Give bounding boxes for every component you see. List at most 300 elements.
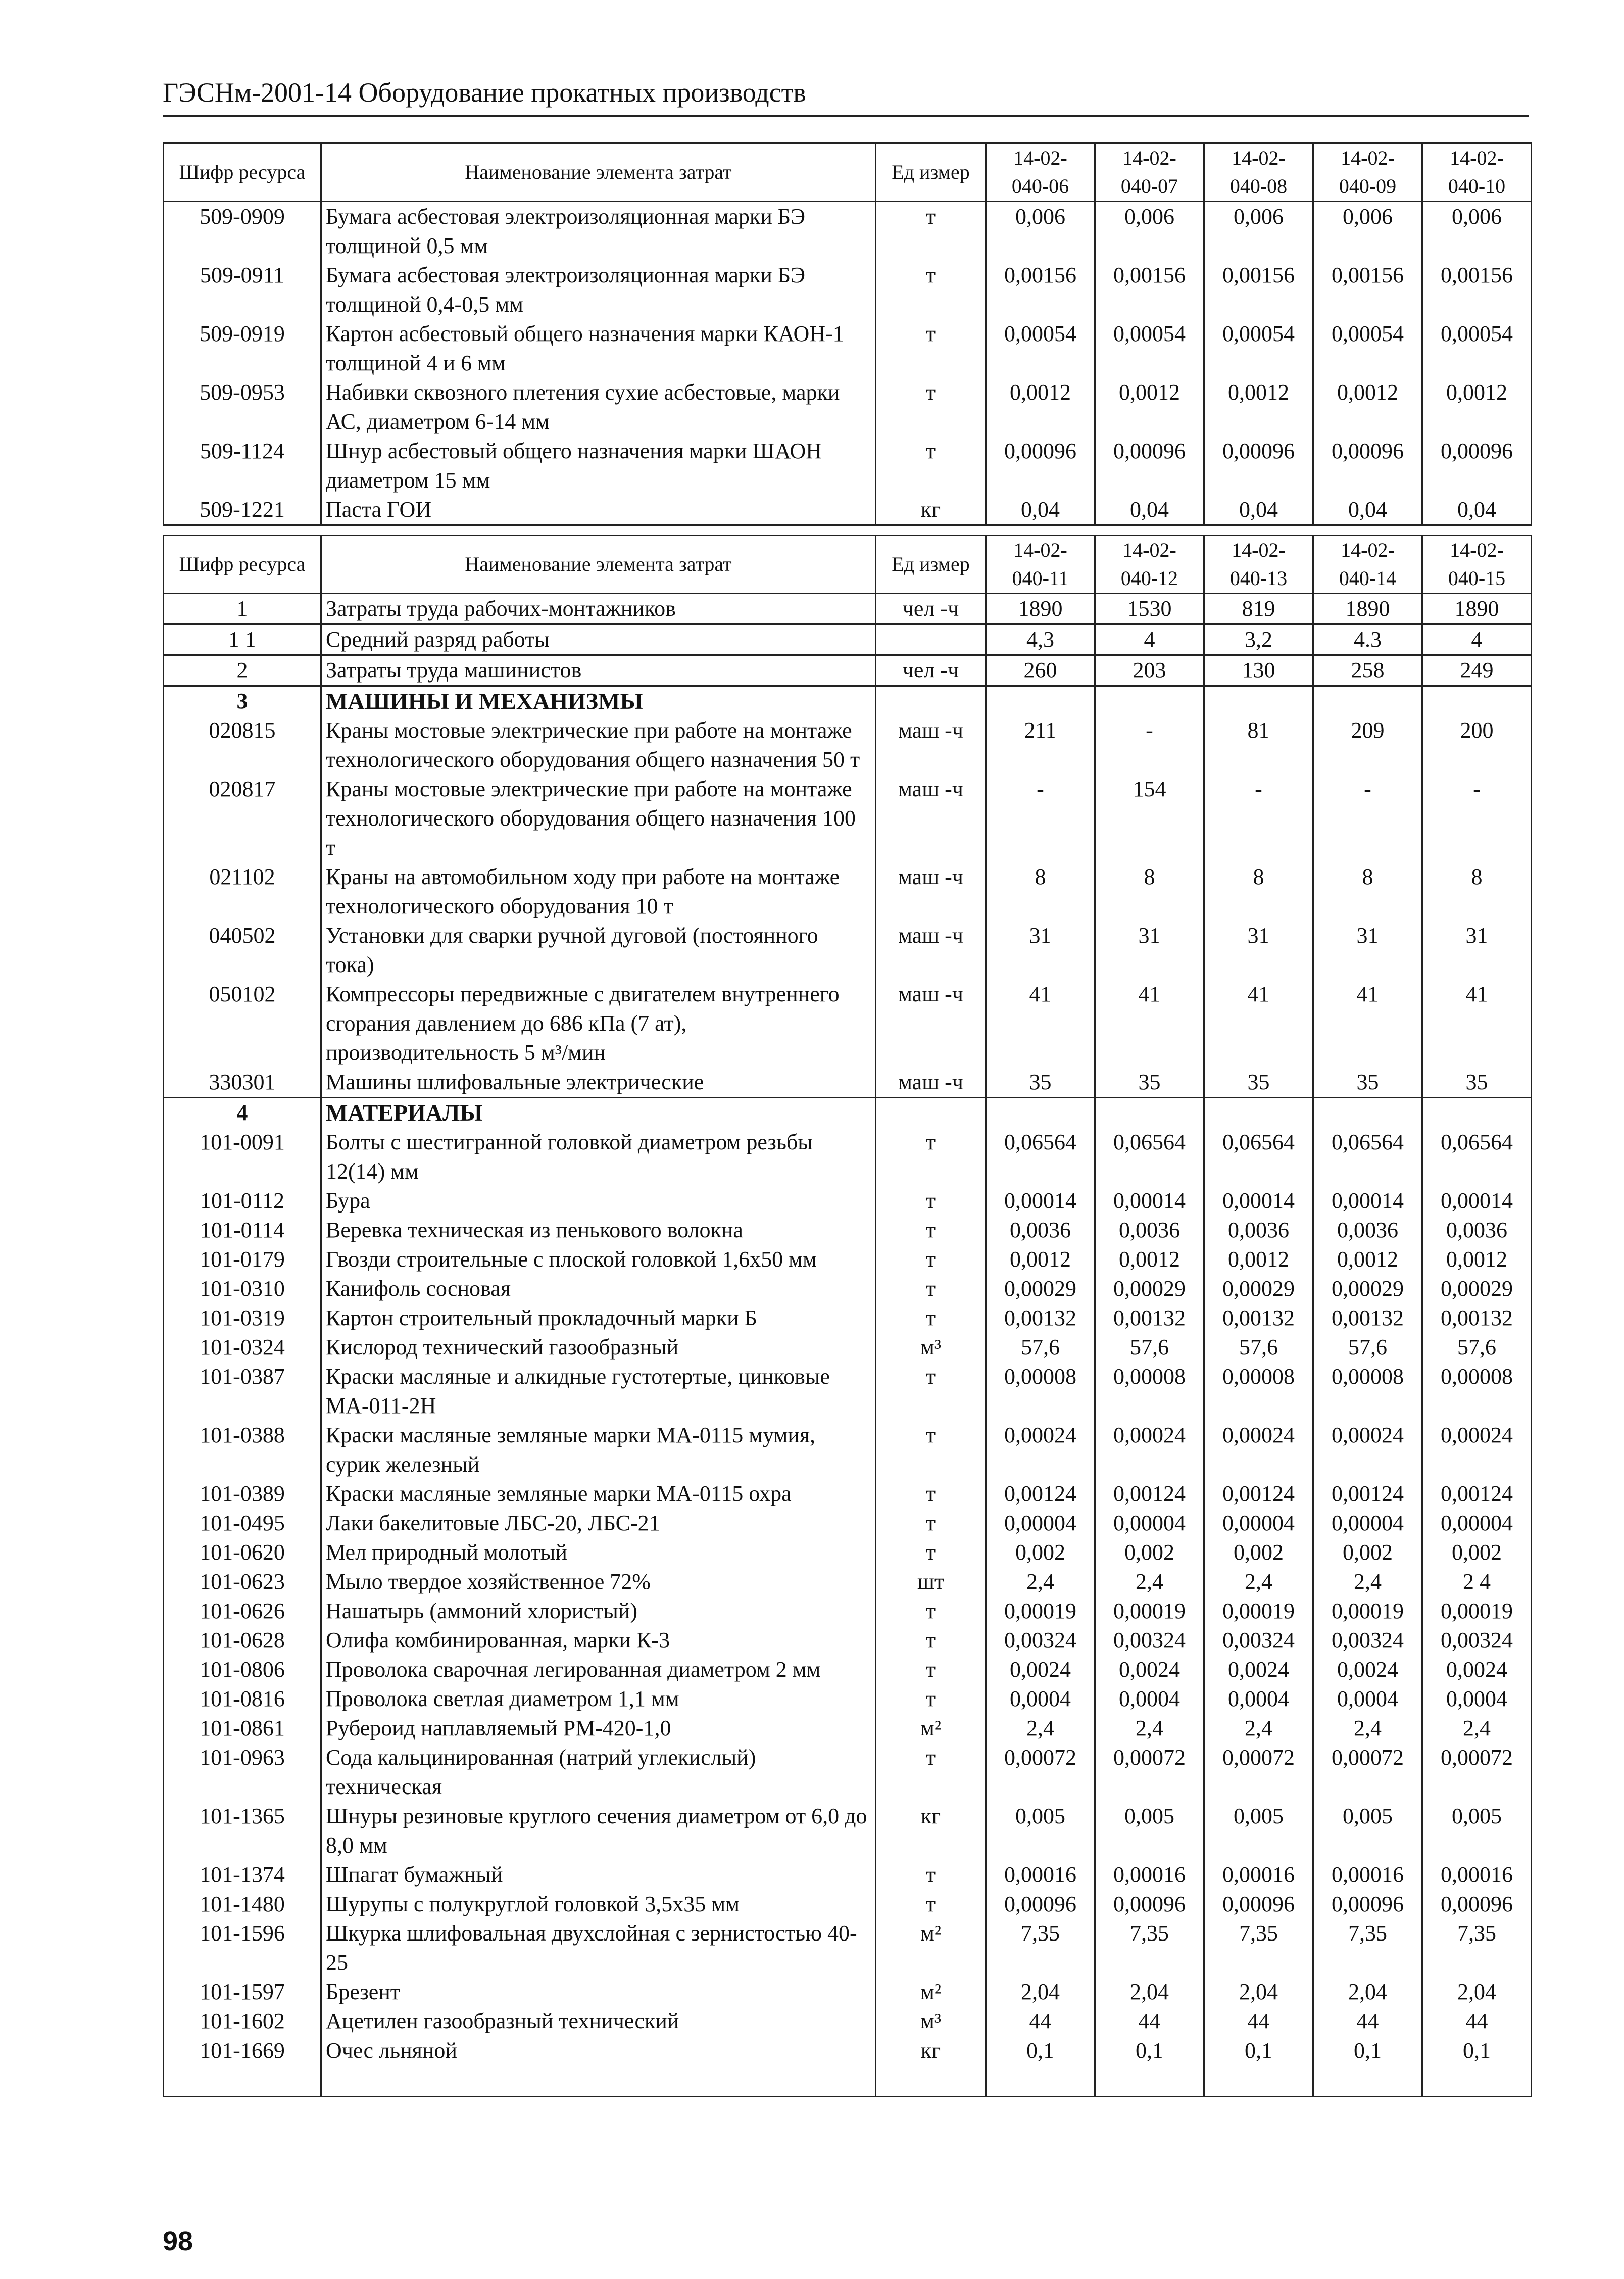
cost-element-name-cell: Бумага асбестовая электроизоляционная марки БЭ толщиной 0,5 мм — [321, 202, 876, 261]
norm-value-cell: 2,04 — [986, 1977, 1095, 2007]
norm-value-cell: 4.3 — [1313, 624, 1422, 655]
norm-value-cell: 0,00124 — [1313, 1479, 1422, 1509]
norm-value-cell — [1204, 1098, 1313, 1128]
norm-value-cell: 0,0024 — [1422, 1655, 1532, 1684]
column-header: 14-02- 040-09 — [1313, 143, 1422, 202]
norm-value-cell: 0,06564 — [1313, 1128, 1422, 1186]
unit-cell: маш -ч — [876, 980, 986, 1068]
norm-value-cell: 0,0036 — [1313, 1216, 1422, 1245]
norm-value-cell: 0,00124 — [1422, 1479, 1532, 1509]
norm-value-cell: 0,00132 — [986, 1303, 1095, 1333]
cost-element-name-cell: Паста ГОИ — [321, 495, 876, 525]
cost-element-name-cell: Затраты труда машинистов — [321, 655, 876, 686]
page-header-title: ГЭСНм-2001-14 Оборудование прокатных производств — [163, 77, 806, 108]
norm-value-cell: 0,0004 — [986, 1684, 1095, 1714]
column-header: 14-02- 040-07 — [1095, 143, 1204, 202]
resource-code-cell: 509-0909 — [164, 202, 321, 261]
table-row — [164, 1274, 1532, 1303]
cost-element-name-cell: Шурупы с полукруглой головкой 3,5х35 мм — [321, 1889, 876, 1919]
header-divider — [163, 115, 1529, 117]
unit-cell: маш -ч — [876, 716, 986, 774]
norm-value-cell: 0,0004 — [1422, 1684, 1532, 1714]
section-row — [164, 1098, 1532, 1128]
resource-code-cell: 101-1669 — [164, 2036, 321, 2065]
unit-cell: т — [876, 1362, 986, 1421]
resource-code-cell: 101-1480 — [164, 1889, 321, 1919]
norm-value-cell: 57,6 — [1313, 1333, 1422, 1362]
norm-value-cell: 41 — [1095, 980, 1204, 1068]
norm-value-cell — [1204, 686, 1313, 716]
norm-value-cell: 7,35 — [1204, 1919, 1313, 1977]
norm-value-cell: 1530 — [1095, 594, 1204, 624]
norm-value-cell: 0,00054 — [1313, 319, 1422, 378]
norm-value-cell: 0,00132 — [1422, 1303, 1532, 1333]
norm-value-cell: 0,0004 — [1095, 1684, 1204, 1714]
table-row — [164, 495, 1532, 525]
norm-value-cell: 0,0004 — [1313, 1684, 1422, 1714]
cost-element-name-cell: Лаки бакелитовые ЛБС-20, ЛБС-21 — [321, 1509, 876, 1538]
norm-value-cell: 8 — [1422, 862, 1532, 921]
norm-value-cell: 0,00014 — [986, 1186, 1095, 1216]
resource-table-top — [163, 142, 1532, 526]
cost-element-name-cell: Мыло твердое хозяйственное 72% — [321, 1567, 876, 1596]
norm-value-cell — [986, 1098, 1095, 1128]
norm-value-cell: 0,04 — [1313, 495, 1422, 525]
unit-cell: кг — [876, 2036, 986, 2065]
resource-code-cell: 101-0816 — [164, 1684, 321, 1714]
table-row — [164, 437, 1532, 495]
unit-cell: т — [876, 1860, 986, 1889]
resource-code-cell: 101-0623 — [164, 1567, 321, 1596]
resource-code-cell: 3 — [164, 686, 321, 716]
table-row — [164, 1684, 1532, 1714]
table-row — [164, 921, 1532, 980]
norm-value-cell: 0,00019 — [1204, 1596, 1313, 1626]
empty-cell — [1422, 2065, 1532, 2097]
cost-element-name-cell: Гвозди строительные с плоской головкой 1,6х50 мм — [321, 1245, 876, 1274]
norm-value-cell: 0,00029 — [1204, 1274, 1313, 1303]
unit-cell: чел -ч — [876, 594, 986, 624]
norm-value-cell: 2,4 — [1313, 1714, 1422, 1743]
empty-cell — [321, 2065, 876, 2097]
norm-value-cell: 2,4 — [1095, 1714, 1204, 1743]
norm-value-cell: 0,00132 — [1313, 1303, 1422, 1333]
resource-code-cell: 101-0626 — [164, 1596, 321, 1626]
norm-value-cell: 0,00019 — [1422, 1596, 1532, 1626]
norm-value-cell: 35 — [986, 1068, 1095, 1098]
unit-cell: м³ — [876, 1333, 986, 1362]
norm-value-cell: 1890 — [1313, 594, 1422, 624]
norm-value-cell: 0,0012 — [1095, 1245, 1204, 1274]
unit-cell: м² — [876, 1714, 986, 1743]
norm-value-cell: 2,4 — [1422, 1714, 1532, 1743]
norm-value-cell: - — [1095, 716, 1204, 774]
unit-cell: т — [876, 1245, 986, 1274]
table-row — [164, 624, 1532, 655]
table-row — [164, 1626, 1532, 1655]
norm-value-cell: 2,4 — [986, 1714, 1095, 1743]
empty-cell — [1313, 2065, 1422, 2097]
norm-value-cell: 0,0004 — [1204, 1684, 1313, 1714]
resource-code-cell: 101-0388 — [164, 1421, 321, 1479]
norm-value-cell: 0,00156 — [986, 261, 1095, 319]
cost-element-name-cell: Краны мостовые электрические при работе на монтаже технологического оборудования общего назначения 100 т — [321, 774, 876, 862]
norm-value-cell: 44 — [1422, 2007, 1532, 2036]
resource-code-cell: 050102 — [164, 980, 321, 1068]
norm-value-cell: 0,0012 — [1204, 378, 1313, 437]
unit-cell: т — [876, 319, 986, 378]
norm-value-cell: 0,00072 — [1095, 1743, 1204, 1802]
norm-value-cell: 31 — [1422, 921, 1532, 980]
norm-value-cell: 7,35 — [1313, 1919, 1422, 1977]
resource-code-cell: 101-0963 — [164, 1743, 321, 1802]
resource-code-cell: 101-0114 — [164, 1216, 321, 1245]
norm-value-cell: 2,4 — [1313, 1567, 1422, 1596]
norm-value-cell: 0,00019 — [1313, 1596, 1422, 1626]
unit-cell: т — [876, 1655, 986, 1684]
norm-value-cell: 44 — [1095, 2007, 1204, 2036]
unit-cell: т — [876, 1538, 986, 1567]
norm-value-cell: 0,00156 — [1095, 261, 1204, 319]
resource-code-cell: 4 — [164, 1098, 321, 1128]
resource-code-cell: 101-0179 — [164, 1245, 321, 1274]
table-row — [164, 1303, 1532, 1333]
norm-value-cell: 203 — [1095, 655, 1204, 686]
norm-value-cell: 0,00008 — [1095, 1362, 1204, 1421]
norm-value-cell: 0,00072 — [1422, 1743, 1532, 1802]
norm-value-cell: 0,00029 — [1095, 1274, 1204, 1303]
norm-value-cell: 0,00324 — [1422, 1626, 1532, 1655]
norm-value-cell: 0,00014 — [1422, 1186, 1532, 1216]
norm-value-cell: 2,04 — [1422, 1977, 1532, 2007]
cost-element-name-cell: Краны на автомобильном ходу при работе на монтаже технологического оборудования 10 т — [321, 862, 876, 921]
table-row — [164, 1479, 1532, 1509]
norm-value-cell: 1890 — [1422, 594, 1532, 624]
cost-element-name-cell: Краски масляные земляные марки МА-0115 охра — [321, 1479, 876, 1509]
norm-value-cell: 0,0036 — [1422, 1216, 1532, 1245]
norm-value-cell: 0,00024 — [1313, 1421, 1422, 1479]
cost-element-name-cell: Набивки сквозного плетения сухие асбестовые, марки АС, диаметром 6-14 мм — [321, 378, 876, 437]
cost-element-name-cell: Очес льняной — [321, 2036, 876, 2065]
norm-value-cell: 0,0036 — [1204, 1216, 1313, 1245]
table-row — [164, 1919, 1532, 1977]
norm-value-cell: 0,0012 — [1422, 1245, 1532, 1274]
norm-value-cell: 0,006 — [1313, 202, 1422, 261]
resource-code-cell: 101-0495 — [164, 1509, 321, 1538]
norm-value-cell: 0,002 — [1204, 1538, 1313, 1567]
norm-value-cell: 7,35 — [1422, 1919, 1532, 1977]
norm-value-cell: 2,04 — [1095, 1977, 1204, 2007]
resource-code-cell: 101-0112 — [164, 1186, 321, 1216]
norm-value-cell: 0,1 — [1313, 2036, 1422, 2065]
norm-value-cell: 8 — [1095, 862, 1204, 921]
norm-value-cell: 3,2 — [1204, 624, 1313, 655]
unit-cell: т — [876, 1509, 986, 1538]
resource-code-cell: 2 — [164, 655, 321, 686]
cost-element-name-cell: Средний разряд работы — [321, 624, 876, 655]
table-row — [164, 1743, 1532, 1802]
norm-value-cell: 0,00096 — [1095, 437, 1204, 495]
norm-value-cell: 0,00004 — [986, 1509, 1095, 1538]
norm-value-cell: 1890 — [986, 594, 1095, 624]
norm-value-cell: 0,1 — [1095, 2036, 1204, 2065]
empty-cell — [876, 2065, 986, 2097]
norm-value-cell: 0,006 — [1095, 202, 1204, 261]
norm-value-cell: 0,00004 — [1422, 1509, 1532, 1538]
norm-value-cell: 2,04 — [1204, 1977, 1313, 2007]
column-header: 14-02- 040-06 — [986, 143, 1095, 202]
norm-value-cell: 0,04 — [1204, 495, 1313, 525]
norm-value-cell: 35 — [1095, 1068, 1204, 1098]
cost-element-name-cell: Установки для сварки ручной дуговой (постоянного тока) — [321, 921, 876, 980]
norm-value-cell: 0,00124 — [986, 1479, 1095, 1509]
resource-code-cell: 509-1221 — [164, 495, 321, 525]
norm-value-cell: 35 — [1313, 1068, 1422, 1098]
resource-code-cell: 021102 — [164, 862, 321, 921]
resource-code-cell: 101-0091 — [164, 1128, 321, 1186]
norm-value-cell: 0,0012 — [1095, 378, 1204, 437]
page-number: 98 — [163, 2226, 193, 2256]
norm-value-cell: 0,002 — [1422, 1538, 1532, 1567]
norm-value-cell: 0,00014 — [1204, 1186, 1313, 1216]
norm-value-cell: 0,1 — [1204, 2036, 1313, 2065]
resource-code-cell: 101-0861 — [164, 1714, 321, 1743]
norm-value-cell: 0,00324 — [1204, 1626, 1313, 1655]
norm-value-cell: 41 — [1422, 980, 1532, 1068]
norm-value-cell: 0,00024 — [986, 1421, 1095, 1479]
norm-value-cell: 211 — [986, 716, 1095, 774]
norm-value-cell: 44 — [1313, 2007, 1422, 2036]
norm-value-cell: 2,4 — [986, 1567, 1095, 1596]
norm-value-cell: 200 — [1422, 716, 1532, 774]
norm-value-cell: 8 — [986, 862, 1095, 921]
cost-element-name-cell: Шнур асбестовый общего назначения марки ШАОН диаметром 15 мм — [321, 437, 876, 495]
norm-value-cell: 819 — [1204, 594, 1313, 624]
unit-cell: кг — [876, 1802, 986, 1860]
norm-value-cell: 0,00024 — [1204, 1421, 1313, 1479]
norm-value-cell: 0,00024 — [1095, 1421, 1204, 1479]
norm-value-cell: 0,00054 — [1422, 319, 1532, 378]
norm-value-cell: 31 — [1204, 921, 1313, 980]
norm-value-cell: 0,00008 — [1313, 1362, 1422, 1421]
table-row — [164, 261, 1532, 319]
column-header: Наименование элемента затрат — [321, 536, 876, 594]
norm-value-cell: 0,005 — [1422, 1802, 1532, 1860]
resource-code-cell: 509-0911 — [164, 261, 321, 319]
cost-element-name-cell: Шпагат бумажный — [321, 1860, 876, 1889]
cost-element-name-cell: Бумага асбестовая электроизоляционная марки БЭ толщиной 0,4-0,5 мм — [321, 261, 876, 319]
cost-element-name-cell: Краски масляные и алкидные густотертые, цинковые МА-011-2Н — [321, 1362, 876, 1421]
norm-value-cell: 0,00324 — [1313, 1626, 1422, 1655]
cost-element-name-cell: Компрессоры передвижные с двигателем внутреннего сгорания давлением до 686 кПа (7 ат), производительность 5 м³/мин — [321, 980, 876, 1068]
column-header: 14-02- 040-08 — [1204, 143, 1313, 202]
norm-value-cell: 31 — [1313, 921, 1422, 980]
table-row — [164, 1421, 1532, 1479]
cost-element-name-cell: Машины шлифовальные электрические — [321, 1068, 876, 1098]
resource-code-cell: 101-0628 — [164, 1626, 321, 1655]
resource-code-cell: 1 — [164, 594, 321, 624]
norm-value-cell: 0,00324 — [1095, 1626, 1204, 1655]
norm-value-cell: 0,06564 — [1204, 1128, 1313, 1186]
unit-cell: чел -ч — [876, 655, 986, 686]
cost-element-name-cell: Веревка техническая из пенькового волокна — [321, 1216, 876, 1245]
table-row — [164, 202, 1532, 261]
norm-value-cell: 0,00096 — [1204, 1889, 1313, 1919]
table-row — [164, 1509, 1532, 1538]
unit-cell: т — [876, 1684, 986, 1714]
resource-code-cell: 330301 — [164, 1068, 321, 1098]
norm-value-cell: 0,00072 — [1313, 1743, 1422, 1802]
norm-value-cell — [1422, 686, 1532, 716]
table-row — [164, 2007, 1532, 2036]
norm-value-cell: 0,00156 — [1313, 261, 1422, 319]
column-header: 14-02- 040-15 — [1422, 536, 1532, 594]
norm-value-cell: 57,6 — [1422, 1333, 1532, 1362]
unit-cell — [876, 1098, 986, 1128]
column-header: 14-02- 040-14 — [1313, 536, 1422, 594]
norm-value-cell: 0,00008 — [986, 1362, 1095, 1421]
norm-value-cell: 0,06564 — [1422, 1128, 1532, 1186]
norm-value-cell: 0,0012 — [986, 1245, 1095, 1274]
column-header: Наименование элемента затрат — [321, 143, 876, 202]
cost-element-name-cell: Рубероид наплавляемый РМ-420-1,0 — [321, 1714, 876, 1743]
norm-value-cell: 41 — [1204, 980, 1313, 1068]
table-row — [164, 2036, 1532, 2065]
table-row — [164, 862, 1532, 921]
norm-value-cell: 0,005 — [1095, 1802, 1204, 1860]
norm-value-cell: 0,0024 — [1095, 1655, 1204, 1684]
norm-value-cell: 0,1 — [986, 2036, 1095, 2065]
norm-value-cell: 0,00004 — [1313, 1509, 1422, 1538]
norm-value-cell: 0,0024 — [1204, 1655, 1313, 1684]
cost-element-name-cell: Сода кальцинированная (натрий углекислый) техническая — [321, 1743, 876, 1802]
cost-element-name-cell: Картон строительный прокладочный марки Б — [321, 1303, 876, 1333]
norm-value-cell: 0,002 — [1313, 1538, 1422, 1567]
column-header: 14-02- 040-13 — [1204, 536, 1313, 594]
resource-code-cell: 509-1124 — [164, 437, 321, 495]
cost-element-name-cell: Проволока светлая диаметром 1,1 мм — [321, 1684, 876, 1714]
cost-element-name-cell: Шнуры резиновые круглого сечения диаметром от 6,0 до 8,0 мм — [321, 1802, 876, 1860]
norm-value-cell: 0,00014 — [1095, 1186, 1204, 1216]
norm-value-cell: 0,00029 — [986, 1274, 1095, 1303]
unit-cell: т — [876, 202, 986, 261]
unit-cell: м² — [876, 1919, 986, 1977]
norm-value-cell: 0,005 — [1313, 1802, 1422, 1860]
norm-value-cell: 0,006 — [1422, 202, 1532, 261]
table-row — [164, 1333, 1532, 1362]
norm-value-cell — [1095, 686, 1204, 716]
column-header: Шифр ресурса — [164, 143, 321, 202]
unit-cell: т — [876, 1479, 986, 1509]
norm-value-cell: 31 — [1095, 921, 1204, 980]
norm-value-cell: 154 — [1095, 774, 1204, 862]
norm-value-cell: 0,005 — [1204, 1802, 1313, 1860]
unit-cell: т — [876, 1889, 986, 1919]
column-header: Шифр ресурса — [164, 536, 321, 594]
norm-value-cell: 2,4 — [1095, 1567, 1204, 1596]
cost-element-name-cell: Олифа комбинированная, марки К-3 — [321, 1626, 876, 1655]
unit-cell: т — [876, 1128, 986, 1186]
resource-code-cell: 509-0953 — [164, 378, 321, 437]
norm-value-cell — [1313, 686, 1422, 716]
norm-value-cell: 0,00016 — [986, 1860, 1095, 1889]
table-row — [164, 1538, 1532, 1567]
resource-code-cell: 101-0319 — [164, 1303, 321, 1333]
unit-cell: т — [876, 1216, 986, 1245]
norm-value-cell: 0,06564 — [986, 1128, 1095, 1186]
norm-value-cell — [1422, 1098, 1532, 1128]
unit-cell: т — [876, 1421, 986, 1479]
unit-cell — [876, 686, 986, 716]
table-row — [164, 716, 1532, 774]
cost-element-name-cell: Краски масляные земляные марки МА-0115 мумия, сурик железный — [321, 1421, 876, 1479]
table-row — [164, 1128, 1532, 1186]
norm-value-cell: 44 — [1204, 2007, 1313, 2036]
norm-value-cell: 0,00016 — [1422, 1860, 1532, 1889]
norm-value-cell: 0,00132 — [1204, 1303, 1313, 1333]
table-row — [164, 774, 1532, 862]
norm-value-cell: 0,00096 — [1204, 437, 1313, 495]
norm-value-cell: 0,00016 — [1204, 1860, 1313, 1889]
norm-value-cell: 41 — [1313, 980, 1422, 1068]
norm-value-cell: 41 — [986, 980, 1095, 1068]
table-row — [164, 319, 1532, 378]
norm-value-cell: - — [1313, 774, 1422, 862]
norm-value-cell — [1313, 1098, 1422, 1128]
table-row — [164, 1889, 1532, 1919]
section-row — [164, 686, 1532, 716]
table-row — [164, 1245, 1532, 1274]
unit-cell: кг — [876, 495, 986, 525]
norm-value-cell: 0,00014 — [1313, 1186, 1422, 1216]
resource-code-cell: 101-1374 — [164, 1860, 321, 1889]
resource-code-cell: 1 1 — [164, 624, 321, 655]
table-row — [164, 1977, 1532, 2007]
norm-value-cell: 0,0024 — [1313, 1655, 1422, 1684]
cost-element-name-cell: Краны мостовые электрические при работе на монтаже технологического оборудования общего назначения 50 т — [321, 716, 876, 774]
norm-value-cell: 0,06564 — [1095, 1128, 1204, 1186]
table-row — [164, 1802, 1532, 1860]
cost-element-name-cell: Болты с шестигранной головкой диаметром резьбы 12(14) мм — [321, 1128, 876, 1186]
norm-value-cell: 31 — [986, 921, 1095, 980]
cost-element-name-cell: МАТЕРИАЛЫ — [321, 1098, 876, 1128]
norm-value-cell: 0,00054 — [1204, 319, 1313, 378]
norm-value-cell: 0,00008 — [1204, 1362, 1313, 1421]
unit-cell: т — [876, 378, 986, 437]
resource-code-cell: 101-1602 — [164, 2007, 321, 2036]
norm-value-cell: 258 — [1313, 655, 1422, 686]
unit-cell: т — [876, 437, 986, 495]
norm-value-cell: 0,00054 — [986, 319, 1095, 378]
norm-value-cell: 0,00008 — [1422, 1362, 1532, 1421]
unit-cell: м² — [876, 1977, 986, 2007]
norm-value-cell: 0,04 — [986, 495, 1095, 525]
resource-code-cell: 509-0919 — [164, 319, 321, 378]
norm-value-cell: 35 — [1204, 1068, 1313, 1098]
empty-cell — [1095, 2065, 1204, 2097]
norm-value-cell: 44 — [986, 2007, 1095, 2036]
resource-code-cell: 101-1596 — [164, 1919, 321, 1977]
unit-cell: маш -ч — [876, 921, 986, 980]
table-row — [164, 1216, 1532, 1245]
norm-value-cell: 0,00029 — [1422, 1274, 1532, 1303]
norm-value-cell: 0,00096 — [1313, 437, 1422, 495]
resource-code-cell: 101-1597 — [164, 1977, 321, 2007]
norm-value-cell: - — [1204, 774, 1313, 862]
unit-cell: маш -ч — [876, 1068, 986, 1098]
unit-cell: т — [876, 1274, 986, 1303]
norm-value-cell — [1095, 1098, 1204, 1128]
